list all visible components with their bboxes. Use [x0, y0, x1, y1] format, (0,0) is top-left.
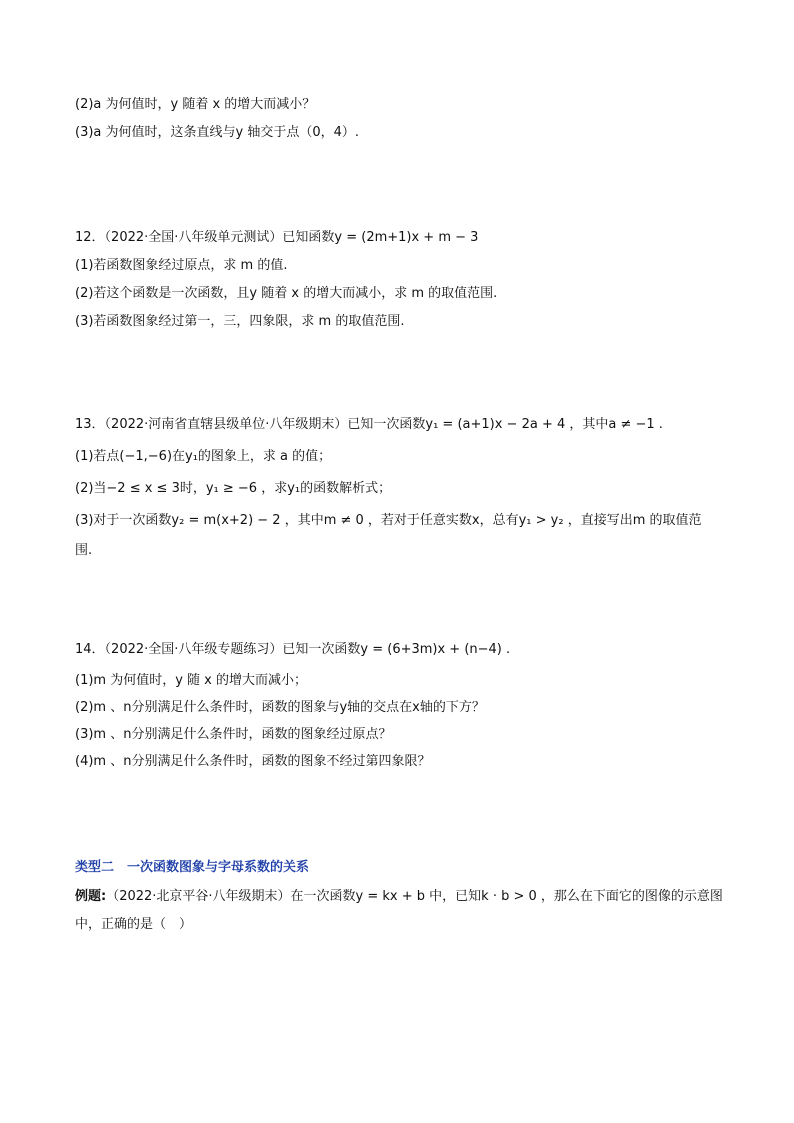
example-text: （2022·北京平谷·八年级期末）在一次函数y = kx + b 中，已知k · b > 0 ，那么在下面它的图像的示意图 — [106, 889, 723, 904]
q11-part2: (2)a 为何值时，y 随着 x 的增大而减小？ — [75, 97, 316, 112]
example-line2: 中，正确的是（ ） — [75, 917, 193, 932]
q14-part3: (3)m 、n分别满足什么条件时，函数的图象经过原点？ — [75, 727, 392, 742]
q12-stem: 12．（2022·全国·八年级单元测试）已知函数y = (2m+1)x + m − 3 — [75, 230, 479, 245]
example-label: 例题: — [75, 889, 107, 904]
example-line1 — [75, 888, 723, 906]
q13-part3-line2: 围. — [75, 543, 93, 558]
q12-part3: (3)若函数图象经过第一，三，四象限，求 m 的取值范围. — [75, 314, 405, 329]
q13-part1: (1)若点(−1,−6)在y₁的图象上，求 a 的值； — [75, 449, 332, 464]
q13-part2: (2)当−2 ≤ x ≤ 3时，y₁ ≥ −6 ，求y₁的函数解析式； — [75, 481, 392, 496]
q14-part2: (2)m 、n分别满足什么条件时，函数的图象与y轴的交点在x轴的下方？ — [75, 700, 485, 715]
q12-part2: (2)若这个函数是一次函数，且y 随着 x 的增大而减小，求 m 的取值范围. — [75, 286, 498, 301]
q14-stem: 14．（2022·全国·八年级专题练习）已知一次函数y = (6+3m)x + (n−4) . — [75, 642, 511, 657]
q13-part3-line1: (3)对于一次函数y₂ = m(x+2) − 2 ，其中m ≠ 0 ，若对于任意实数x，总有y₁ > y₂ ，直接写出m 的取值范 — [75, 513, 702, 528]
section-title-type2: 类型二 一次函数图象与字母系数的关系 — [75, 860, 310, 875]
q14-part1: (1)m 为何值时，y 随 x 的增大而减小； — [75, 673, 307, 688]
q12-part1: (1)若函数图象经过原点，求 m 的值. — [75, 258, 288, 273]
q13-stem: 13．（2022·河南省直辖县级单位·八年级期末）已知一次函数y₁ = (a+1)x − 2a + 4 ，其中a ≠ −1 . — [75, 417, 663, 432]
q14-part4: (4)m 、n分别满足什么条件时，函数的图象不经过第四象限？ — [75, 754, 431, 769]
q11-part3: (3)a 为何值时，这条直线与y 轴交于点（0，4）. — [75, 125, 360, 140]
